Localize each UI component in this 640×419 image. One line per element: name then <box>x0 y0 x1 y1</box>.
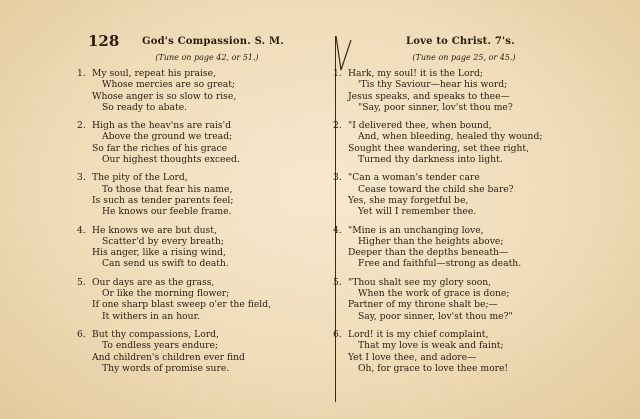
verse <box>333 224 580 270</box>
verse-line-text: Cease toward the child she bare? <box>358 183 514 195</box>
right-verses <box>333 68 580 374</box>
column-divider <box>335 36 336 402</box>
verse-line-text: So far the riches of his grace <box>92 142 228 154</box>
verse-line <box>92 236 322 247</box>
verse-number: 4. <box>77 224 86 236</box>
verse-line-text: But thy compassions, Lord, <box>92 328 219 340</box>
verse-line <box>77 276 322 288</box>
verse-number: 3. <box>77 172 86 184</box>
verse-line <box>348 91 580 102</box>
verse-line <box>92 102 322 113</box>
verse-line <box>348 154 580 165</box>
verse-line <box>348 184 580 195</box>
verse-line <box>77 68 322 79</box>
page-number: 128 <box>88 32 120 50</box>
verse-line <box>348 363 580 374</box>
right-hymn-title: Love to Christ. 7's. <box>406 36 515 47</box>
verse <box>77 328 322 374</box>
verse <box>77 120 322 166</box>
verse-number: 6. <box>77 328 86 340</box>
left-tune-reference: (Tune on page 42, or 51.) <box>155 53 259 62</box>
verse-line-text: My soul, repeat his praise, <box>92 68 216 79</box>
verse-number: 2. <box>77 120 86 132</box>
verse <box>77 172 322 218</box>
verse-line <box>348 143 580 154</box>
verse-line <box>77 120 322 132</box>
verse-line-text: The pity of the Lord, <box>92 172 188 184</box>
verse-line-text: Turned thy darkness into light. <box>358 154 503 166</box>
verse-line-text: Or like the morning flower; <box>102 288 230 300</box>
right-hymn <box>333 36 580 381</box>
verse-line-text: "Say, poor sinner, lov'st thou me? <box>358 101 513 113</box>
verse-line-text: "Mine is an unchanging love, <box>348 224 484 236</box>
verse-line-text: To endless years endure; <box>102 340 219 352</box>
verse-line-text: Lord! it is my chief complaint, <box>348 328 489 340</box>
verse-line-text: High as the heav'ns are rais'd <box>92 120 232 132</box>
verse-line-text: Deeper than the depths beneath— <box>348 247 509 259</box>
verse-line <box>92 258 322 269</box>
verse-number: 3. <box>333 172 342 184</box>
verse-line-text: Free and faithful—strong as death. <box>358 258 522 270</box>
verse-line-text: "Thou shalt see my glory soon, <box>348 276 492 288</box>
verse-line-text: He knows we are but dust, <box>92 224 217 236</box>
verse-line-text: 'Tis thy Saviour—hear his word; <box>358 79 508 91</box>
verse-line <box>92 91 322 102</box>
verse-line <box>77 328 322 340</box>
verse-line-text: Partner of my throne shalt be;— <box>348 299 498 311</box>
verse-line-text: So ready to abate. <box>102 101 188 113</box>
verse-line <box>348 102 580 113</box>
verse-line <box>348 311 580 322</box>
right-tune-reference: (Tune on page 25, or 45.) <box>412 53 516 62</box>
verse-line-text: Our highest thoughts exceed. <box>102 154 240 166</box>
verse-line-text: His anger, like a rising wind, <box>92 247 226 259</box>
verse-number: 4. <box>333 224 342 236</box>
verse-line-text: Say, poor sinner, lov'st thou me?" <box>358 310 513 322</box>
verse-line-text: Is such as tender parents feel; <box>92 194 234 206</box>
verse-number: 6. <box>333 328 342 340</box>
verse-line <box>92 79 322 90</box>
verse-number: 2. <box>333 120 342 132</box>
verse-line <box>348 206 580 217</box>
verse-line <box>333 224 580 236</box>
left-header <box>88 32 322 52</box>
verse-line-text: Yes, she may forgetful be, <box>348 194 469 206</box>
verse-line-text: Scatter'd by every breath; <box>102 235 224 247</box>
verse-line <box>333 276 580 288</box>
verse-line <box>348 258 580 269</box>
verse <box>333 328 580 374</box>
verse-line-text: Whose mercies are so great; <box>102 79 236 91</box>
verse <box>333 172 580 218</box>
verse-line <box>92 143 322 154</box>
verse-number: 1. <box>77 68 86 79</box>
verse <box>77 68 322 113</box>
verse-line <box>348 340 580 351</box>
verse-line <box>92 352 322 363</box>
verse-line <box>92 288 322 299</box>
verse-line-text: To those that fear his name, <box>102 183 233 195</box>
verse-line-text: Oh, for grace to love thee more! <box>358 362 509 374</box>
verse-line <box>348 247 580 258</box>
verse-line <box>92 154 322 165</box>
verse-line-text: Yet I love thee, and adore— <box>348 351 477 363</box>
verse-line-text: If one sharp blast sweep o'er the field, <box>92 299 272 311</box>
verse-line-text: Our days are as the grass, <box>92 276 215 288</box>
verse <box>77 224 322 270</box>
right-header <box>348 36 580 52</box>
verse-line-text: "I delivered thee, when bound, <box>348 120 492 132</box>
verse-line-text: When the work of grace is done; <box>358 288 510 300</box>
verse-line-text: Can send us swift to death. <box>102 258 229 270</box>
verse-number: 5. <box>333 276 342 288</box>
verse-line <box>92 363 322 374</box>
verse <box>77 276 322 322</box>
verse-line-text: Whose anger is so slow to rise, <box>92 90 237 102</box>
verse-line <box>348 236 580 247</box>
verse-line <box>333 68 580 79</box>
verse-line <box>92 299 322 310</box>
verse-line <box>92 340 322 351</box>
verse-line-text: "Can a woman's tender care <box>348 172 480 184</box>
verse-line-text: It withers in an hour. <box>102 310 200 322</box>
verse-number: 5. <box>77 276 86 288</box>
verse-line <box>333 172 580 184</box>
verse-line <box>348 131 580 142</box>
verse-line-text: And, when bleeding, healed thy wound; <box>358 131 543 143</box>
verse-line <box>348 79 580 90</box>
left-hymn-title: God's Compassion. S. M. <box>142 36 284 47</box>
verse-line <box>348 195 580 206</box>
verse-line <box>333 328 580 340</box>
verse-line <box>77 172 322 184</box>
verse-line <box>92 195 322 206</box>
verse-line <box>92 247 322 258</box>
verse-line <box>92 206 322 217</box>
verse-line-text: Jesus speaks, and speaks to thee— <box>348 90 510 102</box>
verse-line <box>333 120 580 132</box>
verse-line <box>92 311 322 322</box>
left-verses <box>77 68 322 374</box>
verse <box>333 120 580 166</box>
verse-line <box>92 131 322 142</box>
left-hymn <box>77 32 322 381</box>
verse-line-text: Sought thee wandering, set thee right, <box>348 142 530 154</box>
verse-line <box>348 352 580 363</box>
verse-line-text: That my love is weak and faint; <box>358 340 504 352</box>
verse-line-text: Thy words of promise sure. <box>102 362 230 374</box>
verse-line <box>348 288 580 299</box>
verse-line <box>92 184 322 195</box>
verse-line-text: He knows our feeble frame. <box>102 206 232 218</box>
verse-line-text: Higher than the heights above; <box>358 235 504 247</box>
verse <box>333 68 580 113</box>
verse-line-text: Hark, my soul! it is the Lord; <box>348 68 483 79</box>
verse <box>333 276 580 322</box>
verse-line-text: And children's children ever find <box>92 351 245 363</box>
verse-number: 1. <box>333 68 342 79</box>
verse-line <box>77 224 322 236</box>
verse-line <box>348 299 580 310</box>
verse-line-text: Yet will I remember thee. <box>358 206 477 218</box>
verse-line-text: Above the ground we tread; <box>102 131 233 143</box>
